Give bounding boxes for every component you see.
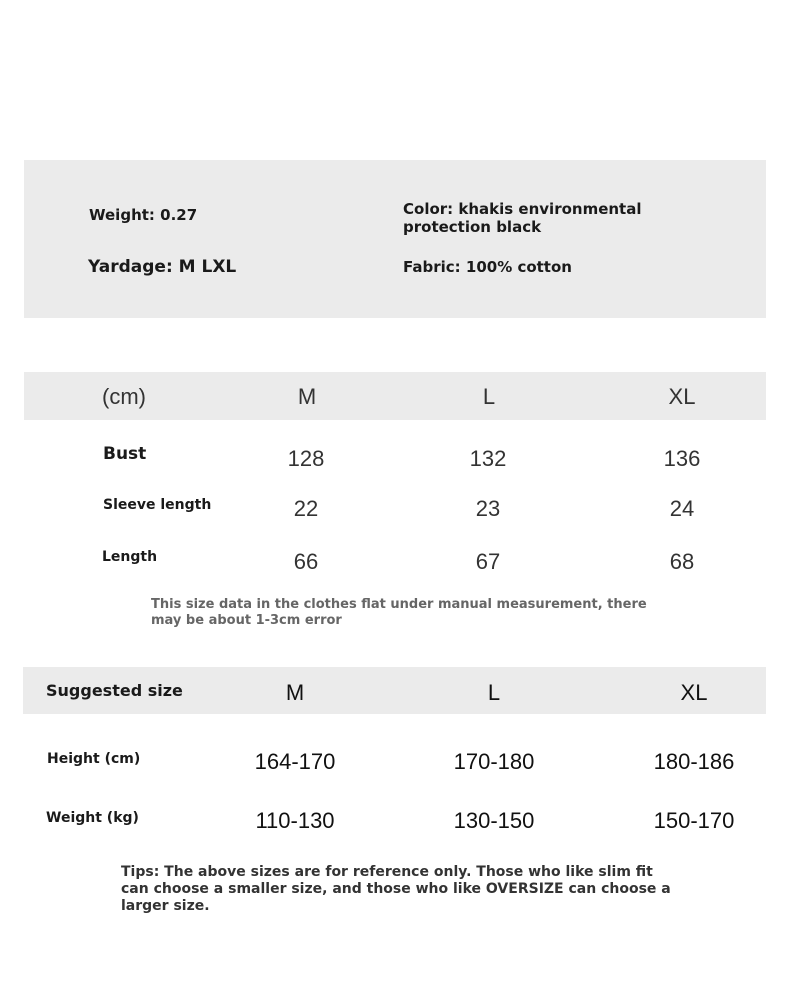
table-cell: 164-170 xyxy=(254,749,336,774)
yardage-text: Yardage: M LXL xyxy=(88,257,237,277)
tips-text: Tips: The above sizes are for reference only. Those who like slim fit can choose a smaller size, and those who like OVERSIZE can choose a larger size. xyxy=(121,864,671,914)
table-cell: 24 xyxy=(669,496,695,521)
suggested-col-m: M xyxy=(285,680,305,705)
suggested-col-l: L xyxy=(487,680,501,705)
suggested-col-xl: XL xyxy=(680,680,708,705)
size-col-xl: XL xyxy=(668,384,696,409)
table-cell: 150-170 xyxy=(653,808,735,833)
product-info-panel xyxy=(24,160,766,318)
measurement-note: This size data in the clothes flat under manual measurement, there may be about 1-3cm error xyxy=(151,597,647,628)
size-col-l: L xyxy=(482,384,496,409)
table-cell: 180-186 xyxy=(653,749,735,774)
table-cell: 136 xyxy=(663,446,701,471)
row-label-weight: Weight (kg) xyxy=(46,810,139,826)
row-label-sleeve: Sleeve length xyxy=(103,497,212,513)
row-label-length: Length xyxy=(102,549,158,565)
unit-header: (cm) xyxy=(102,384,146,409)
table-cell: 66 xyxy=(293,549,319,574)
table-cell: 130-150 xyxy=(453,808,535,833)
suggested-size-header: Suggested size xyxy=(46,681,183,700)
color-text: Color: khakis environmental protection black xyxy=(403,200,642,236)
table-cell: 22 xyxy=(293,496,319,521)
table-cell: 170-180 xyxy=(453,749,535,774)
weight-text: Weight: 0.27 xyxy=(89,206,198,224)
table-cell: 128 xyxy=(287,446,325,471)
table-cell: 132 xyxy=(469,446,507,471)
row-label-height: Height (cm) xyxy=(47,751,141,767)
table-cell: 68 xyxy=(669,549,695,574)
row-label-bust: Bust xyxy=(103,444,147,464)
fabric-text: Fabric: 100% cotton xyxy=(403,258,572,276)
table-cell: 67 xyxy=(475,549,501,574)
table-cell: 23 xyxy=(475,496,501,521)
size-col-m: M xyxy=(297,384,317,409)
table-cell: 110-130 xyxy=(255,808,335,833)
